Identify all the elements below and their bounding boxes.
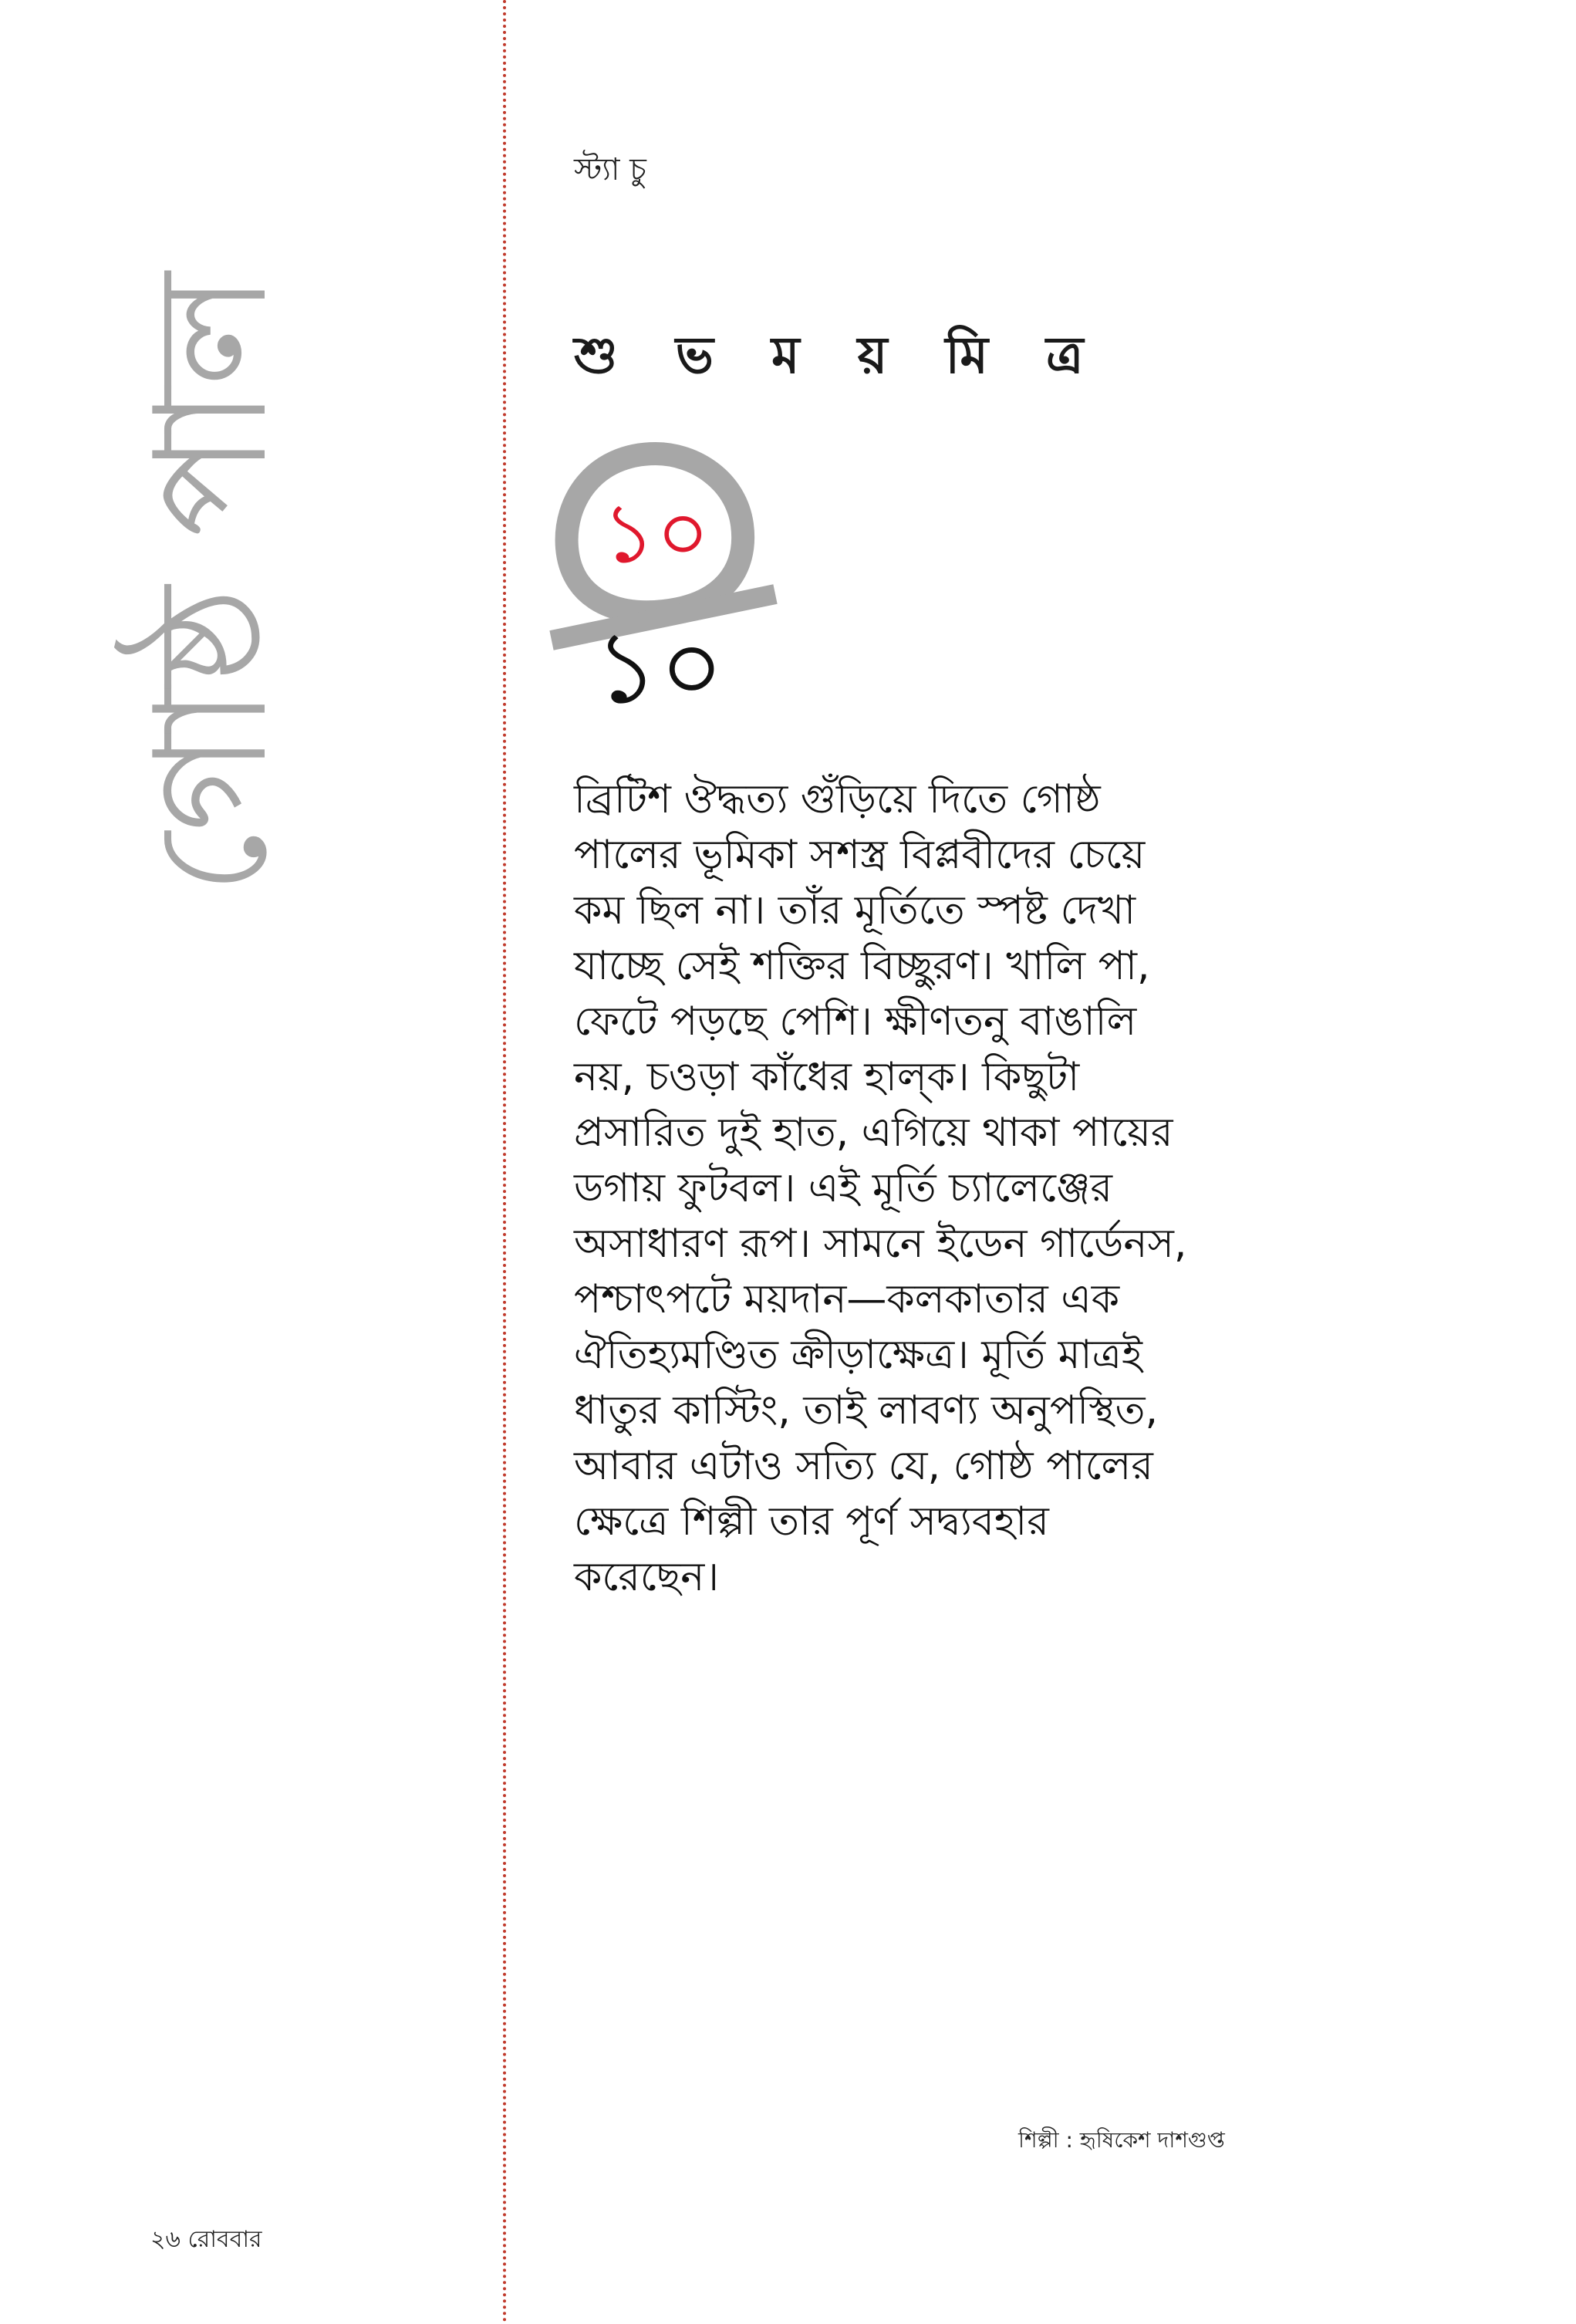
artist-credit: শিল্পী : হৃষিকেশ দাশগুপ্ত — [1018, 2127, 1225, 2153]
body-line: পালের ভূমিকা সশস্ত্র বিপ্লবীদের চেয়ে — [574, 832, 1146, 878]
body-line: পশ্চাৎপটে ময়দান—কলকাতার এক — [574, 1276, 1120, 1322]
body-line: ব্রিটিশ ঔদ্ধত্য গুঁড়িয়ে দিতে গোষ্ঠ — [574, 776, 1101, 823]
body-line: ফেটে পড়ছে পেশি। ক্ষীণতনু বাঙালি — [574, 998, 1137, 1045]
author-name: শু ভ ম য় মি ত্র — [574, 326, 1104, 385]
body-line: করেছেন। — [574, 1554, 719, 1600]
rank-badge — [540, 432, 787, 733]
section-label: স্ট্যা চু — [574, 152, 646, 187]
body-line: অসাধারণ রূপ। সামনে ইডেন গার্ডেনস, — [574, 1221, 1187, 1267]
body-line: ডগায় ফুটবল। এই মূর্তি চ্যালেঞ্জের — [574, 1165, 1112, 1211]
body-line: ধাতুর কাস্টিং, তাই লাবণ্য অনুপস্থিত, — [574, 1387, 1159, 1434]
vertical-title: গোষ্ঠ পাল — [122, 272, 302, 895]
body-line: ঐতিহ্যমণ্ডিত ক্রীড়াক্ষেত্র। মূর্তি মাত্রই — [574, 1332, 1142, 1378]
article-body — [574, 772, 1284, 1605]
page-folio: ২৬ রোববার — [150, 2226, 262, 2253]
body-line: কম ছিল না। তাঁর মূর্তিতে স্পষ্ট দেখা — [574, 887, 1136, 934]
body-line: নয়, চওড়া কাঁধের হাল্‌ক। কিছুটা — [574, 1054, 1080, 1100]
rank-number-top: ১০ — [602, 485, 710, 582]
dotted-divider — [503, 0, 506, 2324]
body-line: যাচ্ছে সেই শক্তির বিচ্ছুরণ। খালি পা, — [574, 943, 1150, 989]
body-line: ক্ষেত্রে শিল্পী তার পূর্ণ সদ্ব্যবহার — [574, 1498, 1049, 1545]
body-line: আবার এটাও সত্যি যে, গোষ্ঠ পালের — [574, 1443, 1153, 1489]
rank-number-bottom: ১০ — [594, 609, 724, 726]
body-line: প্রসারিত দুই হাত, এগিয়ে থাকা পায়ের — [574, 1110, 1173, 1156]
